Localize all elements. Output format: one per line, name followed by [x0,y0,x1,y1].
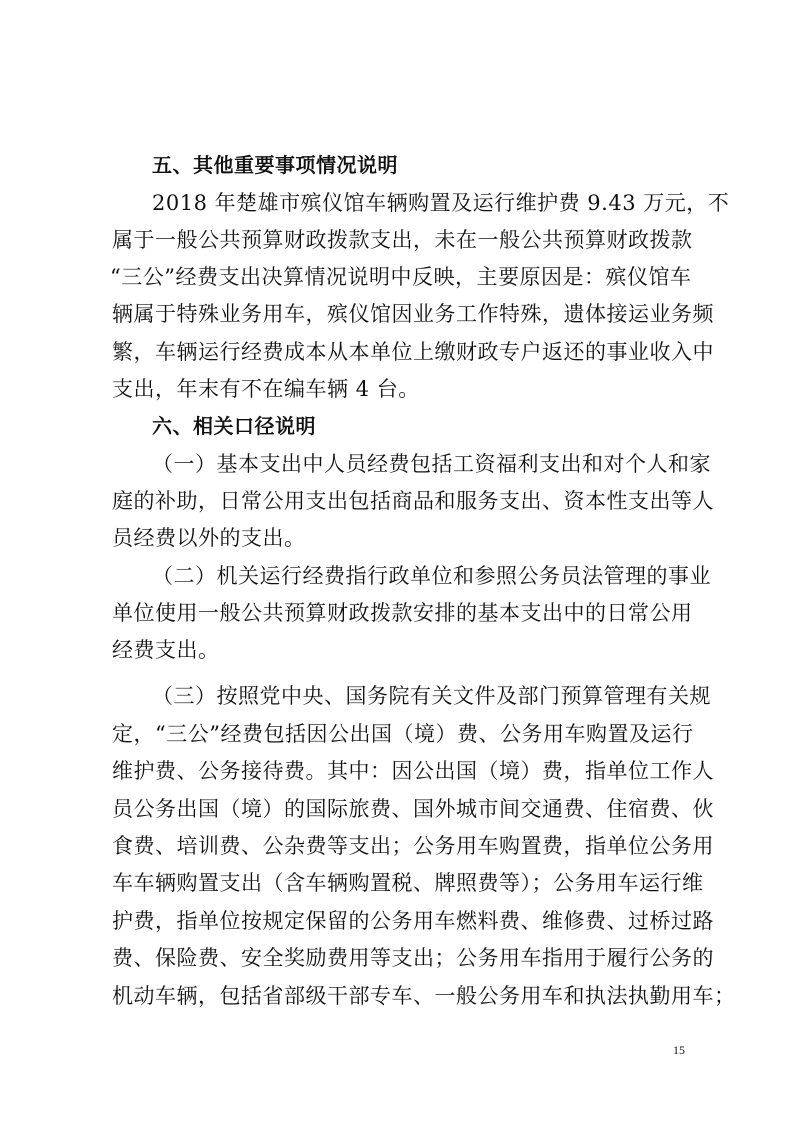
text-line: 庭的补助，日常公用支出包括商品和服务支出、资本性支出等人 [112,489,714,513]
text-line: 员经费以外的支出。 [112,526,306,550]
text-line: 属于一般公共预算财政拨款支出，未在一般公共预算财政拨款 [112,228,693,252]
text-line: （一）基本支出中人员经费包括工资福利支出和对个人和家 [152,452,711,476]
text-line: 员公务出国（境）的国际旅费、国外城市间交通费、住宿费、伙 [112,797,714,821]
text-line: 2018 年楚雄市殡仪馆车辆购置及运行维护费 9.43 万元，不 [152,191,730,215]
text-line: 辆属于特殊业务用车，殡仪馆因业务工作特殊，遗体接运业务频 [112,302,714,326]
page-number: 15 [673,1043,685,1057]
text-line: “三公”经费支出决算情况说明中反映，主要原因是：殡仪馆车 [110,265,692,289]
text-line: 经费支出。 [112,638,220,662]
text-line: 车车辆购置支出（含车辆购置税、牌照费等）；公务用车运行维 [112,871,704,895]
text-line: 食费、培训费、公杂费等支出；公务用车购置费，指单位公务用 [112,834,714,858]
text-line: 护费，指单位按规定保留的公务用车燃料费、维修费、过桥过路 [112,909,714,933]
section-six-heading: 六、相关口径说明 [152,414,316,438]
text-line: 单位使用一般公共预算财政拨款安排的基本支出中的日常公用 [112,601,693,625]
text-line: 繁，车辆运行经费成本从本单位上缴财政专户返还的事业收入中 [112,340,714,364]
text-line: 定，“三公”经费包括因公出国（境）费、公务用车购置及运行 [112,722,694,746]
section-five-heading: 五、其他重要事项情况说明 [152,153,398,177]
text-line: （三）按照党中央、国务院有关文件及部门预算管理有关规 [152,684,711,708]
text-line: 费、保险费、安全奖励费用等支出；公务用车指用于履行公务的 [112,946,714,970]
text-line: （二）机关运行经费指行政单位和参照公务员法管理的事业 [152,564,711,588]
text-line: 机动车辆，包括省部级干部专车、一般公务用车和执法执勤用车； [112,984,736,1008]
text-line: 维护费、公务接待费。其中：因公出国（境）费，指单位工作人 [112,759,714,783]
text-line: 支出，年末有不在编车辆 4 台。 [112,377,420,401]
